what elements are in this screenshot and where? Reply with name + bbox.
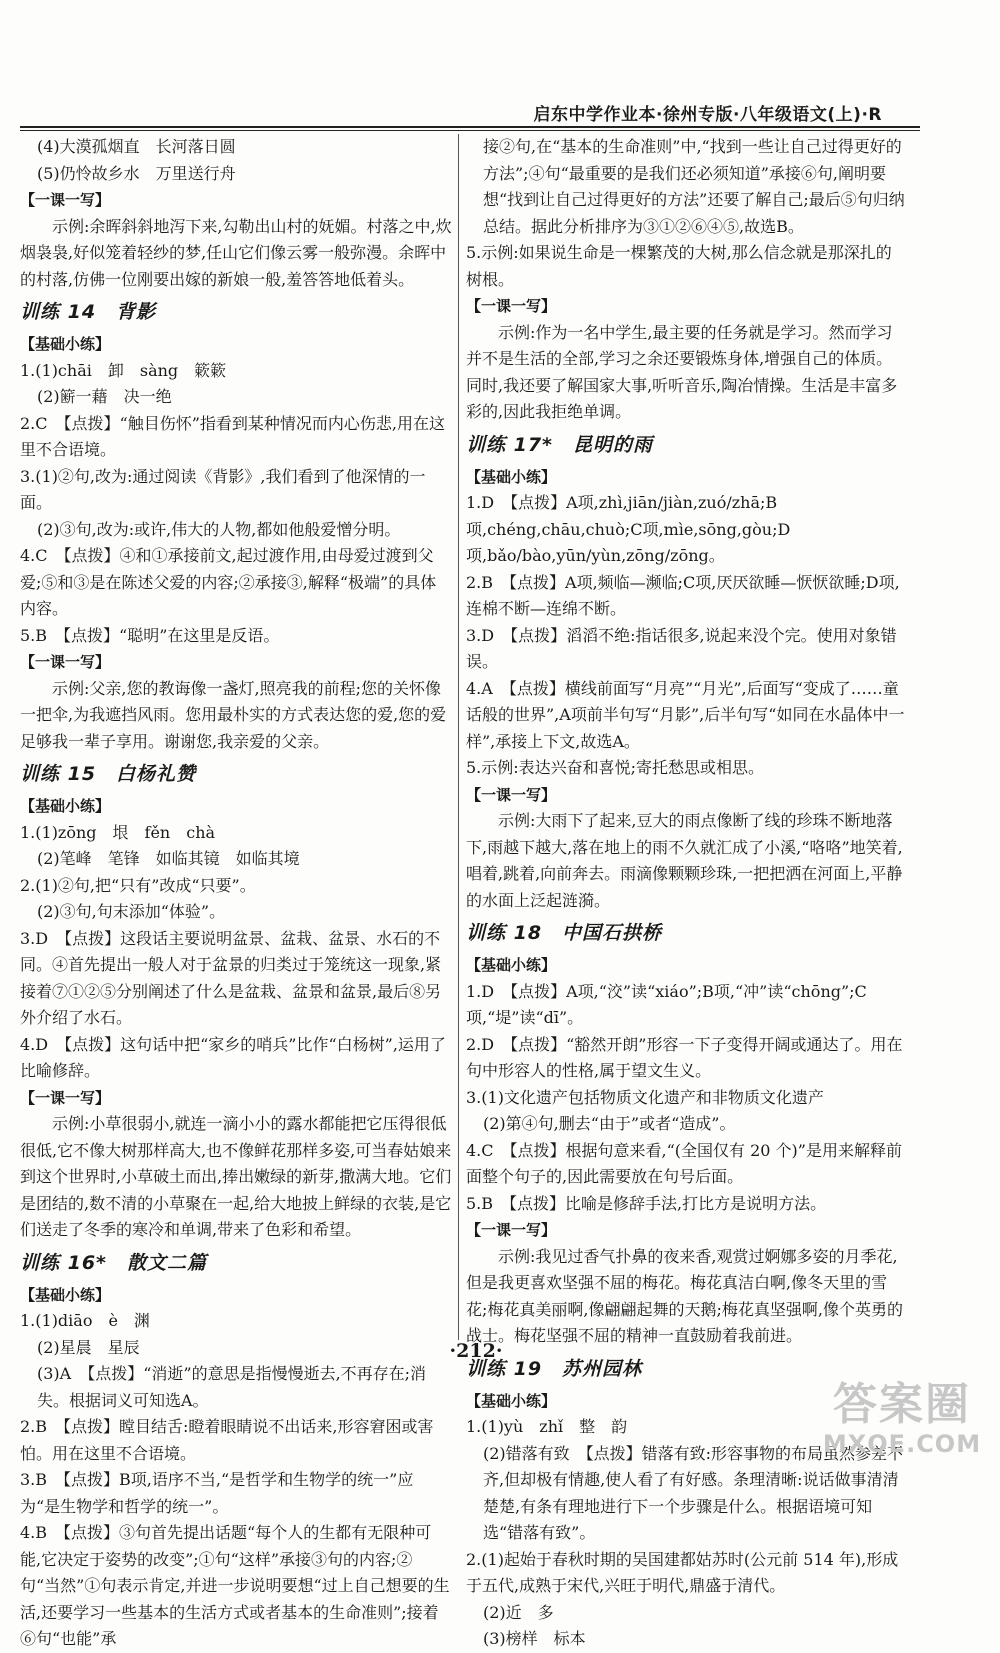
answer-line: (2)③句,句末添加“体验”。 xyxy=(37,902,226,921)
section-title: 训练 15 白杨礼赞 xyxy=(20,763,197,785)
section-title: 训练 17* 昆明的雨 xyxy=(466,433,653,456)
section-title: 训练 14 背影 xyxy=(20,301,157,323)
answer-line: 2.B 【点拨】A项,频临—濒临;C项,厌厌欲睡—恹恹欲睡;D项,连棉不断—连绵不断。 xyxy=(466,572,900,618)
answer-line: 3.D 【点拨】这段话主要说明盆景、盆栽、盆景、水石的不同。④首先提出一般人对于盆景的归类过于笼统这一现象,紧接着⑦①②⑤分别阐述了什么是盆栽、盆景和盆景,最后⑧另外介绍了水石。 xyxy=(20,928,442,1027)
answer-line: 2.(1)起始于春秋时期的吴国建都姑苏时(公元前 514 年),形成于五代,成熟于宋代,兴旺于明代,鼎盛于清代。 xyxy=(466,1549,899,1595)
answer-line: (2)笔峰 笔锋 如临其镜 如临其境 xyxy=(37,849,300,868)
section-title: 训练 19 苏州园林 xyxy=(466,1357,643,1380)
answer-line: 3.D 【点拨】滔滔不绝:指话很多,说起来没个完。使用对象错误。 xyxy=(466,625,897,671)
answer-line: 4.C 【点拨】④和①承接前文,起过渡作用,由母爱过渡到父爱;⑤和③是在陈述父爱的内容;②承接③,解释“极端”的具体内容。 xyxy=(20,546,437,618)
answer-line: (2)错落有致 【点拨】错落有致:形容事物的布局虽然参差不齐,但却极有情趣,使人看了有好感。条理清晰:说话做事清清楚楚,有条有理地进行下一个步骤是什么。根据语境可知选“错落有致”。 xyxy=(483,1443,904,1542)
section-label: 【基础小练】 xyxy=(466,1391,557,1410)
answer-line: 5.示例:表达兴奋和喜悦;寄托愁思或相思。 xyxy=(466,758,765,777)
section-label: 【基础小练】 xyxy=(20,335,111,353)
sample-paragraph: 示例:大雨下了起来,豆大的雨点像断了线的珍珠不断地落下,雨越下越大,落在地上的雨不久就汇成了小溪,“咯咯”地笑着,唱着,跳着,向前奔去。雨滴像颗颗珍珠,一把把洒在河面上,平静的水面上泛起涟漪。 xyxy=(466,811,903,910)
answer-line: 1.(1)diāo è 渊 xyxy=(20,1311,150,1330)
running-header: 启东中学作业本·徐州专版·八年级语文(上)·R xyxy=(533,105,882,125)
answer-line: (5)仍怜故乡水 万里送行舟 xyxy=(37,163,236,183)
section-label: 【一课一写】 xyxy=(466,1221,557,1239)
answer-line: 3.(1)②句,改为:通过阅读《背影》,我们看到了他深情的一面。 xyxy=(20,466,426,512)
watermark-logo: 答案圈 xyxy=(833,1379,971,1430)
section-label: 【基础小练】 xyxy=(466,467,557,486)
section-label: 【基础小练】 xyxy=(466,956,557,974)
page-number: ·212· xyxy=(449,1340,503,1362)
section-label: 【一课一写】 xyxy=(20,1088,111,1107)
answer-line: (2)第④句,删去“由于”或者“造成”。 xyxy=(483,1114,736,1133)
section-label: 【基础小练】 xyxy=(20,1285,111,1304)
answer-line: (3)A 【点拨】“消逝”的意思是指慢慢逝去,不再存在;消失。根据词义可知选A。 xyxy=(37,1364,427,1410)
sample-paragraph: 示例:小草很弱小,就连一滴小小的露水都能把它压得很低很低,它不像大树那样高大,也不像鲜花那样多姿,可当春姑娘来到这个世界时,小草破土而出,捧出嫩绿的新芽,撒满大地。它们是团结的,数不清的小草聚在一起,给大地披上鲜绿的衣装,是它们送走了冬季的寒冷和单调,带来了色彩和希望。 xyxy=(20,1114,452,1239)
section-label: 【一课一写】 xyxy=(20,653,111,671)
answer-line: 1.(1)zōng 垠 fěn chà xyxy=(20,822,216,842)
sample-paragraph: 示例:余晖斜斜地泻下来,勾勒出山村的妩媚。村落之中,炊烟袅袅,好似笼着轻纱的梦,任山它们像云雾一般弥漫。余晖中的村落,仿佛一位刚要出嫁的新娘一般,羞答答地低着头。 xyxy=(20,216,452,289)
section-label: 【一课一写】 xyxy=(466,785,557,804)
answer-line: 2.B 【点拨】瞠目结舌:瞪着眼睛说不出话来,形容窘困或害怕。用在这里不合语境。 xyxy=(20,1417,434,1463)
answer-line: 2.D 【点拨】“豁然开朗”形容一下子变得开阔或通达了。用在句中形容人的性格,属于望文生义。 xyxy=(466,1034,903,1080)
answer-line: (2)③句,改为:或许,伟大的人物,都如他般爱憎分明。 xyxy=(37,519,401,539)
section-label: 【基础小练】 xyxy=(20,797,111,815)
answer-line: 3.(1)文化遗产包括物质文化遗产和非物质文化遗产 xyxy=(466,1087,824,1107)
answer-line: 1.D 【点拨】A项,“洨”读“xiáo”;B项,“冲”读“chōng”;C项,“堤”读“dī”。 xyxy=(466,981,867,1027)
answer-line: 5.B 【点拨】“聪明”在这里是反语。 xyxy=(20,625,280,645)
answer-line: 1.(1)chāi 卸 sàng 簌簌 xyxy=(20,360,227,380)
answer-line: (2)簖一藉 决一绝 xyxy=(37,387,172,406)
left-column xyxy=(20,134,452,1653)
header-rule xyxy=(20,126,920,128)
answer-line: 4.A 【点拨】横线前面写“月亮”“月光”,后面写“变成了……童话般的世界”,A项前半句写“月影”,后半句写“如同在水晶体中一样”,承接上下文,故选A。 xyxy=(466,678,905,751)
answer-line: 3.B 【点拨】B项,语序不当,“是哲学和生物学的统一”应为“是生物学和哲学的统一”。 xyxy=(20,1470,414,1516)
answer-line: (4)大漠孤烟直 长河落日圆 xyxy=(37,137,236,156)
answer-line: 2.C 【点拨】“触目伤怀”指看到某种情况而内心伤悲,用在这里不合语境。 xyxy=(20,413,445,459)
section-label: 【一课一写】 xyxy=(466,297,557,315)
section-title: 训练 16* 散文二篇 xyxy=(20,1251,207,1274)
answer-line: 4.D 【点拨】这句话中把“家乡的哨兵”比作“白杨树”,运用了比喻修辞。 xyxy=(20,1034,446,1080)
header-rule-thin xyxy=(20,130,920,131)
sample-paragraph: 示例:父亲,您的教诲像一盏灯,照亮我的前程;您的关怀像一把伞,为我遮挡风雨。您用最朴实的方式表达您的爱,您的爱足够我一辈子享用。谢谢您,我亲爱的父亲。 xyxy=(20,678,447,751)
answer-line: 接②句,在“基本的生命准则”中,“找到一些让自己过得更好的方法”;④句“最重要的是我们还必须知道”承接⑥句,阐明要想“找到让自己过得更好的方法”还要了解自己;最后⑤句归纳总结。据此分析排序为③①②⑥④⑤,故选B。 xyxy=(483,137,905,236)
sample-paragraph: 示例:我见过香气扑鼻的夜来香,观赏过婀娜多姿的月季花,但是我更喜欢坚强不屈的梅花。梅花真洁白啊,像冬天里的雪花;梅花真美丽啊,像翩翩起舞的天鹅;梅花真坚强啊,像个英勇的战士。梅花坚强不屈的精神一直鼓励着我前进。 xyxy=(466,1246,903,1345)
answer-line: 4.C 【点拨】根据句意来看,“(全国仅有 20 个)”是用来解释前面整个句子的,因此需要放在句号后面。 xyxy=(466,1140,902,1186)
section-title: 训练 18 中国石拱桥 xyxy=(466,922,663,944)
watermark xyxy=(812,1380,992,1458)
watermark-site: MXQE.COM xyxy=(822,1430,982,1458)
answer-line: 1.D 【点拨】A项,zhì,jiān/jiàn,zuó/zhā;B项,chéng,chāu,chuò;C项,mìe,sōng,gòu;D项,bǎo/bào,yūn/yùn,zōng/zōng。 xyxy=(466,493,791,565)
answer-line: 2.(1)②句,把“只有”改成“只要”。 xyxy=(20,875,256,895)
answer-line: (2)星晨 星辰 xyxy=(37,1337,140,1357)
section-label: 【一课一写】 xyxy=(20,191,111,209)
answer-line: 4.B 【点拨】③句首先提出话题“每个人的生都有无限种可能,它决定于姿势的改变”;①句“这样”承接③句的内容;②句“当然”①句表示肯定,并进一步说明要想“过上自己想要的生活,还要学习一些基本的生活方式或者基本的生命准则”;接着⑥句“也能”承 xyxy=(20,1523,450,1648)
answer-line: 5.B 【点拨】比喻是修辞手法,打比方是说明方法。 xyxy=(466,1193,827,1213)
column-divider xyxy=(458,134,459,1340)
answer-line: 1.(1)yù zhǐ 整 韵 xyxy=(466,1417,628,1436)
answer-line: 5.示例:如果说生命是一棵繁茂的大树,那么信念就是那深扎的树根。 xyxy=(466,243,892,289)
answer-line: (3)榜样 标本 xyxy=(483,1629,586,1648)
answer-line: (2)近 多 xyxy=(483,1602,554,1622)
sample-paragraph: 示例:作为一名中学生,最主要的任务就是学习。然而学习并不是生活的全部,学习之余还要锻炼身体,增强自己的体质。同时,我还要了解国家大事,听听音乐,陶冶情操。生活是丰富多彩的,因此我拒绝单调。 xyxy=(466,322,898,421)
